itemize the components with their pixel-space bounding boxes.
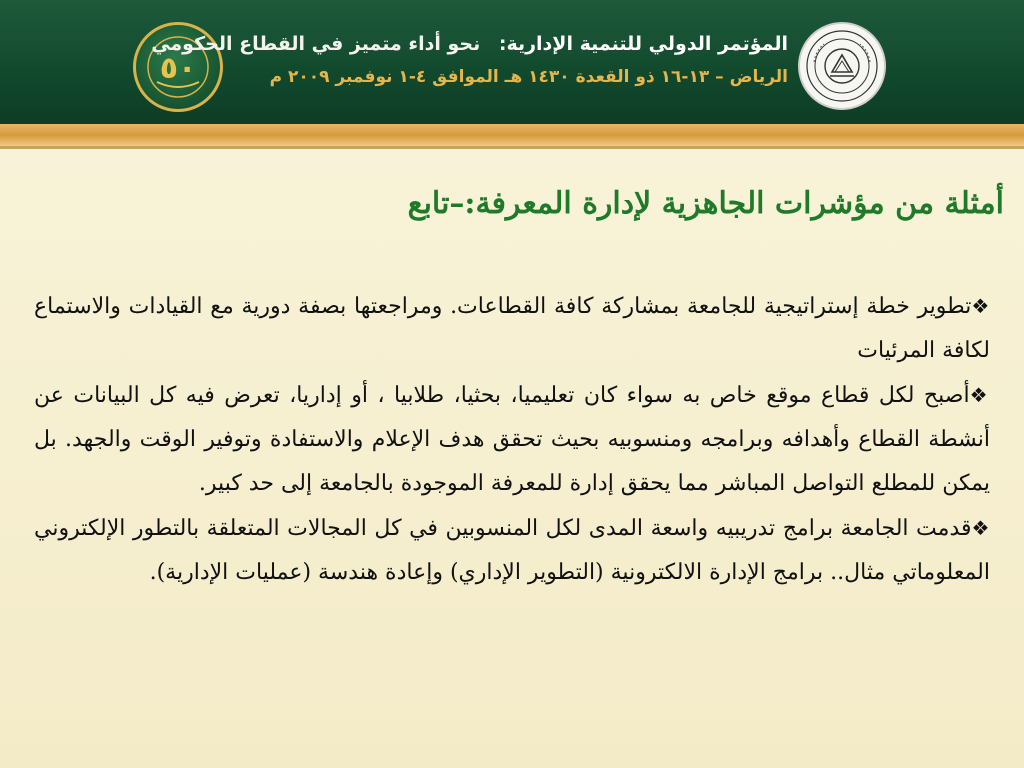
bullet-item: [34, 373, 990, 506]
conference-date: الرياض – ١٣-١٦ ذو القعدة ١٤٣٠ هـ الموافق ٤-١ نوفمبر ٢٠٠٩ م: [269, 67, 788, 87]
institute-seal-icon: [804, 28, 880, 104]
conference-banner: [0, 0, 1024, 124]
bullet-diamond-icon: ❖: [971, 294, 990, 318]
banner-divider: [0, 146, 1024, 149]
conference-name: المؤتمر الدولي للتنمية الإدارية:: [498, 33, 788, 55]
bullet-diamond-icon: ❖: [971, 516, 990, 540]
institute-seal: [798, 22, 886, 110]
bullet-text: قدمت الجامعة برامج تدريبيه واسعة المدى لكل المنسوبين في كل المجالات المتعلقة بالتطور الإلكتروني المعلوماتي مثال.. برامج الإدارة الالكترونية (التطوير الإداري) وإعادة هندسة (عمليات الإدارية).: [34, 516, 990, 585]
bullet-diamond-icon: ❖: [969, 383, 991, 407]
conference-theme: نحو أداء متميز في القطاع الحكومي: [151, 33, 481, 55]
bullet-text: تطوير خطة إستراتيجية للجامعة بمشاركة كافة القطاعات. ومراجعتها بصفة دورية مع القيادات والاستماع لكافة المرئيات: [34, 294, 990, 363]
bullet-text: أصبح لكل قطاع موقع خاص به سواء كان تعليميا، بحثيا، طلابيا ، أو إداريا، تعرض فيه كل البيانات عن أنشطة القطاع وأهدافه وبرامجه ومنسوبيه بحيث تحقق هدف الإعلام والاستفادة وتوفير الوقت والجهد. بل يمكن للمطلع التواصل المباشر مما يحقق إدارة للمعرفة الموجودة بالجامعة إلى حد كبير.: [34, 383, 990, 496]
slide-title: أمثلة من مؤشرات الجاهزية لإدارة المعرفة:–تابع: [407, 186, 1004, 221]
slide-body: [34, 284, 990, 595]
banner-gold-strip: [0, 124, 1024, 146]
anniversary-numeral: ٥٠: [159, 51, 197, 86]
conference-title-line: [151, 30, 788, 58]
bullet-item: [34, 506, 990, 595]
bullet-item: [34, 284, 990, 373]
